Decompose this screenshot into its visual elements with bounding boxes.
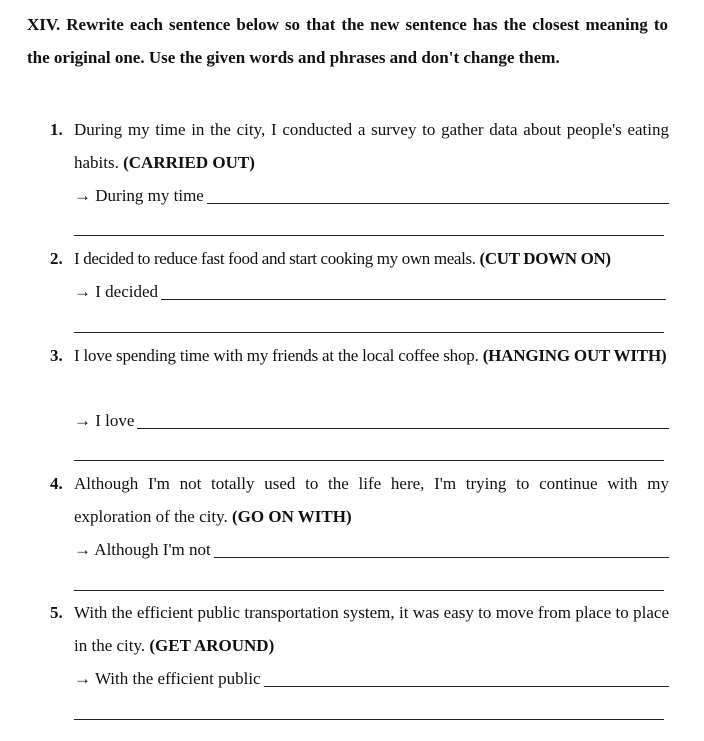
item-number: 3. — [50, 346, 63, 365]
sentence-text: During my time in the city, I conducted a survey to gather data about people's eating habits. — [74, 120, 669, 172]
answer-blank-line[interactable] — [74, 332, 664, 333]
answer-blank-line[interactable] — [74, 235, 664, 236]
answer-prefix: → I love — [74, 411, 135, 430]
answer-line[interactable] — [264, 686, 669, 687]
given-phrase: (CARRIED OUT) — [123, 153, 255, 172]
answer-line[interactable] — [161, 299, 666, 300]
given-phrase: (GET AROUND) — [149, 636, 275, 655]
answer-prefix: → During my time — [74, 186, 204, 205]
given-phrase: (GO ON WITH) — [232, 507, 352, 526]
given-phrase: (CUT DOWN ON) — [479, 249, 611, 268]
item-number: 5. — [50, 603, 63, 622]
item-sentence — [74, 596, 669, 662]
sentence-text: Although I'm not totally used to the life here, I'm trying to continue with my exploration of the city. — [74, 474, 669, 526]
answer-row — [74, 404, 669, 437]
item-number: 4. — [50, 474, 63, 493]
answer-blank-line[interactable] — [74, 719, 664, 720]
item-sentence — [74, 467, 669, 533]
sentence-text: I decided to reduce fast food and start cooking my own meals. — [74, 249, 476, 268]
answer-row — [74, 179, 669, 212]
answer-line[interactable] — [214, 557, 669, 558]
answer-prefix: → With the efficient public — [74, 669, 261, 688]
answer-prefix: → I decided — [74, 282, 159, 301]
answer-row — [74, 533, 669, 566]
item-number: 2. — [50, 249, 63, 268]
answer-blank-line[interactable] — [74, 460, 664, 461]
answer-line[interactable] — [207, 203, 669, 204]
answer-row — [74, 662, 669, 695]
given-phrase: (HANGING OUT WITH) — [482, 346, 667, 365]
answer-line[interactable] — [137, 428, 669, 429]
answer-row — [74, 275, 666, 308]
answer-prefix: → Although I'm not — [74, 540, 211, 559]
sentence-text: With the efficient public transportation system, it was easy to move from place to place in the city. — [74, 603, 669, 655]
item-sentence — [74, 339, 669, 372]
answer-blank-line[interactable] — [74, 590, 664, 591]
sentence-text: I love spending time with my friends at the local coffee shop. — [74, 346, 479, 365]
item-sentence — [74, 242, 669, 275]
exercise-heading: XIV. Rewrite each sentence below so that the new sentence has the closest meaning to the original one. Use the given words and phrases and don't change them. — [27, 15, 668, 67]
item-sentence — [74, 113, 669, 179]
item-number: 1. — [50, 120, 63, 139]
